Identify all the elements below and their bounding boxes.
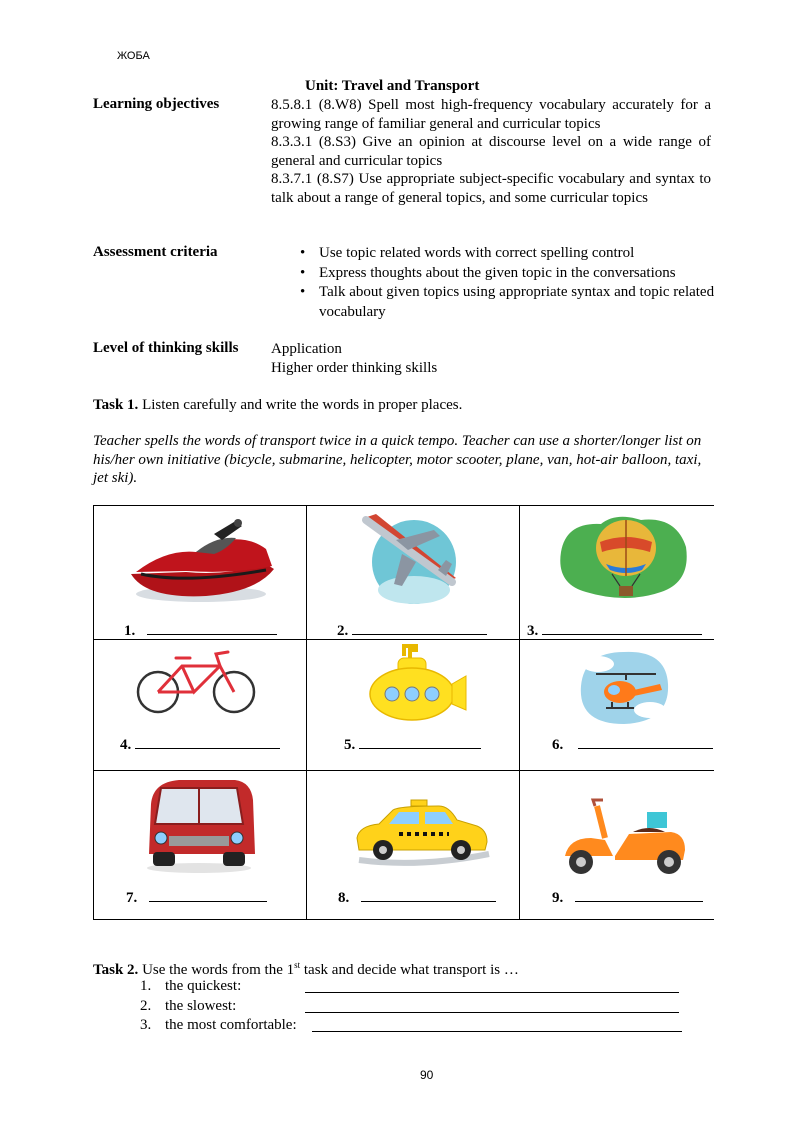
task1-heading <box>93 397 462 414</box>
question-number: 1. <box>140 978 152 994</box>
item-number: 7. <box>126 890 138 906</box>
helicopter-icon <box>576 646 671 726</box>
answer-line[interactable] <box>149 887 267 902</box>
grid-divider <box>519 506 520 919</box>
answer-line[interactable] <box>135 734 280 749</box>
objective-line: 8.5.8.1 (8.W8) Spell most high-frequency vocabulary accurately for a growing range of familiar general and curricular topics <box>271 97 711 132</box>
task1-text: Listen carefully and write the words in proper places. <box>138 397 463 413</box>
item-number: 1. <box>124 623 136 639</box>
question-text: the slowest: <box>165 997 237 1014</box>
task1-instruction: Teacher spells the words of transport twice in a quick tempo. Teacher can use a shorter/longer list on his/her own initiative (bicycle, submarine, helicopter, motor scooter, plane, van, hot-air balloon, taxi, jet ski). <box>93 433 702 486</box>
page-number: 90 <box>420 1068 434 1082</box>
answer-blank-5[interactable] <box>344 734 481 754</box>
answer-line[interactable] <box>305 992 679 993</box>
thinking-skill-line: Higher order thinking skills <box>271 359 438 376</box>
answer-line[interactable] <box>305 1012 679 1013</box>
answer-line[interactable] <box>352 620 487 635</box>
task2-superscript: st <box>294 960 301 970</box>
assessment-criteria-list <box>298 244 718 322</box>
grid-divider <box>306 506 307 919</box>
answer-line[interactable] <box>312 1031 682 1032</box>
question-number: 3. <box>140 1017 152 1033</box>
answer-line[interactable] <box>542 620 702 635</box>
task2-text: Use the words from the 1 <box>138 962 295 978</box>
answer-blank-1[interactable] <box>124 620 277 640</box>
criteria-item: • Express thoughts about the given topic in the conversations <box>298 264 718 284</box>
unit-title: Unit: Travel and Transport <box>305 78 480 94</box>
answer-blank-7[interactable] <box>126 887 267 907</box>
taxi-icon <box>349 798 499 868</box>
bicycle-icon <box>134 648 259 718</box>
question-number: 2. <box>140 997 152 1014</box>
criteria-item: • Talk about given topics using appropriate syntax and topic related vocabulary <box>298 283 718 322</box>
answer-line[interactable] <box>361 887 496 902</box>
answer-blank-6[interactable] <box>552 734 713 754</box>
motor-scooter-icon <box>559 798 694 880</box>
assessment-criteria-label: Assessment criteria <box>93 244 218 260</box>
grid-divider <box>94 770 714 771</box>
objective-line: 8.3.7.1 (8.S7) Use appropriate subject-specific vocabulary and syntax to talk about a range of general topics, and some curricular topics <box>271 171 711 206</box>
criteria-item: • Use topic related words with correct spelling control <box>298 244 718 264</box>
item-number: 9. <box>552 890 564 906</box>
answer-line[interactable] <box>359 734 481 749</box>
objective-line: 8.3.3.1 (8.S3) Give an opinion at discourse level on a wide range of general and curricular topics <box>271 134 711 169</box>
answer-line[interactable] <box>147 620 277 635</box>
item-number: 3. <box>527 623 539 639</box>
item-number: 4. <box>120 737 132 753</box>
jet-ski-icon <box>126 514 276 609</box>
answer-blank-9[interactable] <box>552 887 703 907</box>
thinking-skill-line: Application <box>271 341 342 357</box>
answer-line[interactable] <box>578 734 713 749</box>
transport-grid <box>93 505 714 920</box>
answer-blank-2[interactable] <box>337 620 487 640</box>
learning-objectives-text <box>271 96 711 207</box>
learning-objectives-label: Learning objectives <box>93 96 220 112</box>
item-number: 6. <box>552 737 564 753</box>
answer-blank-3[interactable] <box>527 620 702 640</box>
item-number: 5. <box>344 737 356 753</box>
task2-label: Task 2. <box>93 962 139 978</box>
header-tag: ЖОБА <box>117 50 150 62</box>
question-text: the most comfortable: <box>165 1017 297 1033</box>
answer-blank-8[interactable] <box>338 887 496 907</box>
item-number: 8. <box>338 890 350 906</box>
answer-line[interactable] <box>575 887 703 902</box>
thinking-skills-text <box>271 340 437 377</box>
answer-blank-4[interactable] <box>120 734 280 754</box>
van-icon <box>139 774 259 874</box>
plane-icon <box>356 512 466 607</box>
thinking-skills-label: Level of thinking skills <box>93 340 239 356</box>
hot-air-balloon-icon <box>556 512 691 607</box>
task2-text-after: task and decide what transport is … <box>300 962 519 978</box>
task1-label: Task 1. <box>93 397 139 413</box>
submarine-icon <box>364 644 474 724</box>
item-number: 2. <box>337 623 349 639</box>
question-text: the quickest: <box>165 978 242 994</box>
